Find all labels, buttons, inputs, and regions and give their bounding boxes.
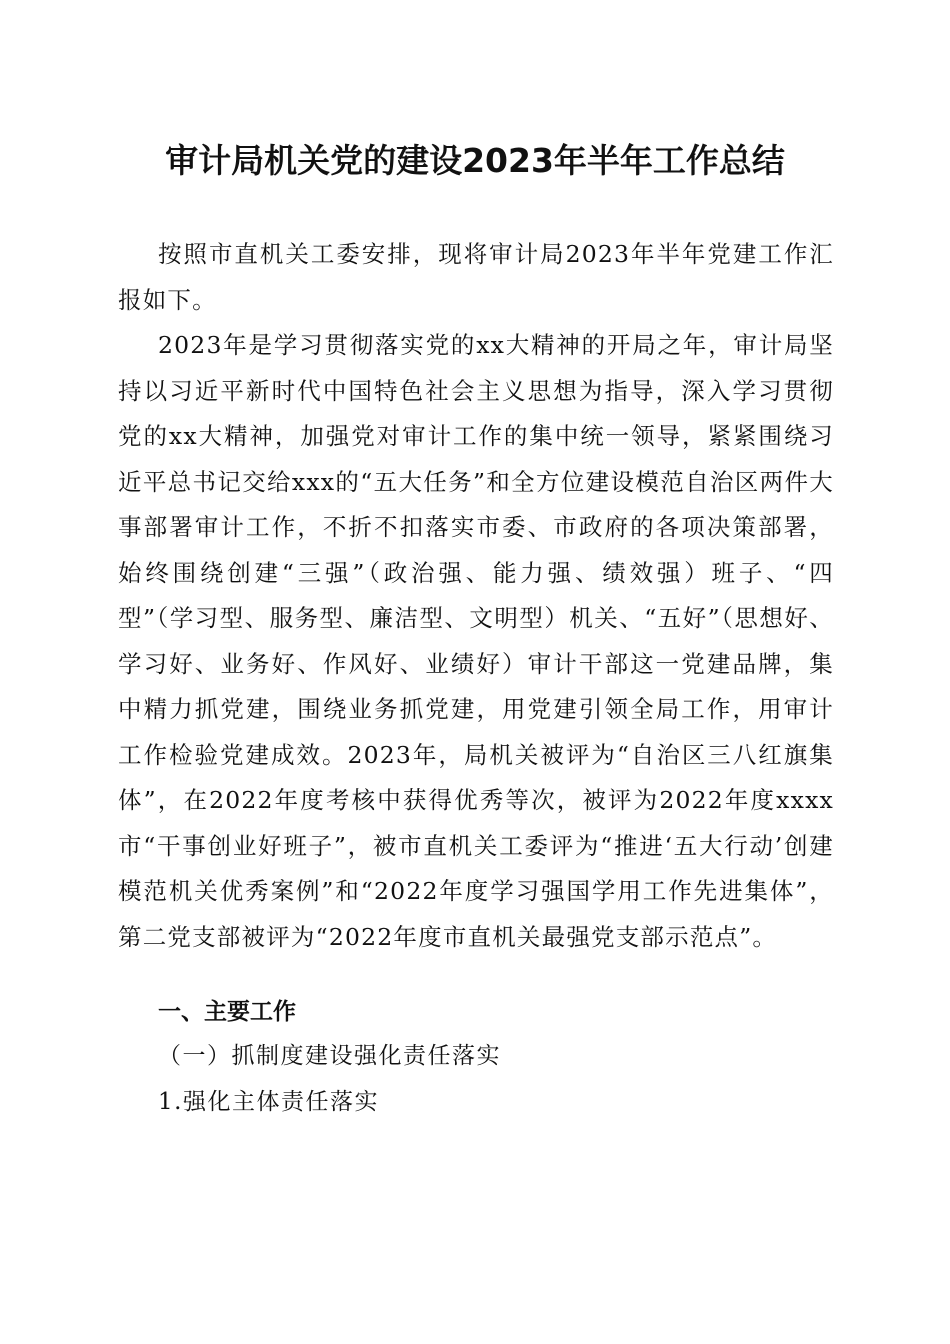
intro-paragraph: 按照市直机关工委安排，现将审计局2023年半年党建工作汇报如下。 [118,240,834,314]
summary-paragraph: 2023年是学习贯彻落实党的xx大精神的开局之年，审计局坚持以习近平新时代中国特色社会主义思想为指导，深入学习贯彻党的xx大精神，加强党对审计工作的集中统一领导，紧紧围绕习近平总书记交给xxx的“五大任务”和全方位建设模范自治区两件大事部署审计工作，不折不扣落实市委、市政府的各项决策部署，始终围绕创建“三强”（政治强、能力强、绩效强）班子、“四型”（学习型、服务型、廉洁型、文明型）机关、“五好”（思想好、学习好、业务好、作风好、业绩好）审计干部这一党建品牌，集中精力抓党建，围绕业务抓党建，用党建引领全局工作，用审计工作检验党建成效。2023年，局机关被评为“自治区三八红旗集体”，在2022年度考核中获得优秀等次，被评为2022年度xxxx市“干事创业好班子”，被市直机关工委评为“推进‘五大行动’创建模范机关优秀案例”和“2022年度学习强国学用工作先进集体”，第二党支部被评为“2022年度市直机关最强党支部示范点”。 [118,331,834,951]
section-heading: 一、主要工作 [158,999,296,1025]
subsection-heading: （一）抓制度建设强化责任落实 [158,1043,501,1069]
document-title: 审计局机关党的建设2023年半年工作总结 [165,141,785,180]
item-heading: 1.强化主体责任落实 [158,1089,379,1115]
